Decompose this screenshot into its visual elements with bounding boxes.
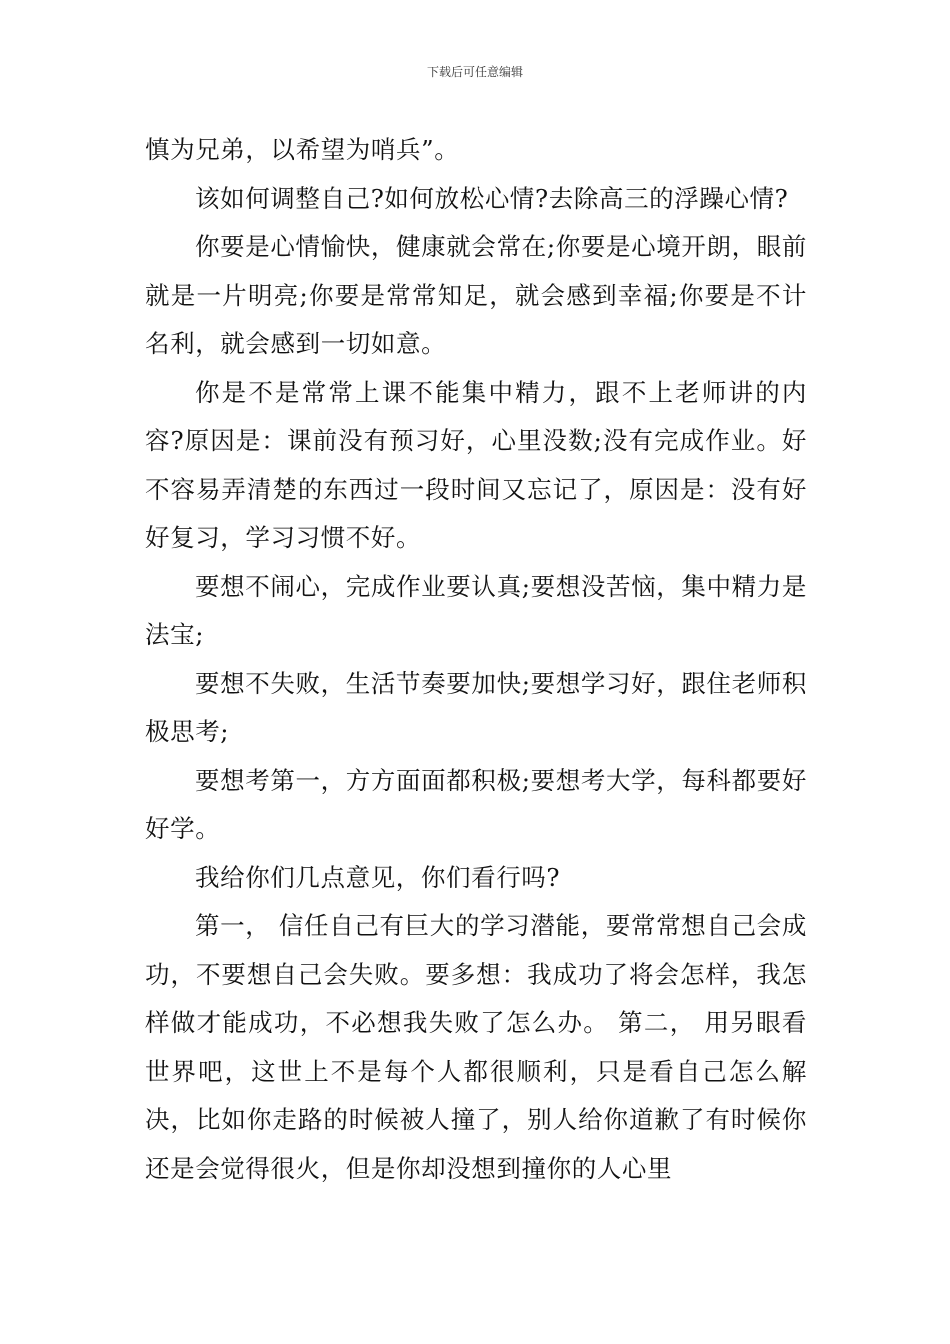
paragraph-5: 要想不闹心，完成作业要认真;要想没苦恼，集中精力是法宝;	[145, 571, 807, 649]
paragraph-6: 要想不失败，生活节奏要加快;要想学习好，跟住老师积极思考;	[145, 668, 807, 746]
paragraph-1: 慎为兄弟，以希望为哨兵”。	[145, 135, 460, 164]
paragraph-7: 要想考第一，方方面面都积极;要想考大学，每科都要好好学。	[145, 765, 807, 843]
paragraph-2: 该如何调整自己?如何放松心情?去除高三的浮躁心情?	[195, 183, 789, 213]
paragraph-3: 你要是心情愉快，健康就会常在;你要是心境开朗，眼前就是一片明亮;你要是常常知足，就会感到幸福;你要是不计名利，就会感到一切如意。	[145, 232, 807, 358]
document-body	[145, 126, 807, 1193]
paragraph-9: 第一， 信任自己有巨大的学习潜能，要常常想自己会成功，不要想自己会失败。要多想：我成功了将会怎样，我怎样做才能成功，不必想我失败了怎么办。 第二， 用另眼看世界吧，这世上不是每个人都很顺利，只是看自己怎么解决，比如你走路的时候被人撞了，别人给你道歉了有时候你还是会觉得很火，但是你却没想到撞你的人心里	[145, 911, 807, 1183]
paragraph-4: 你是不是常常上课不能集中精力，跟不上老师讲的内容?原因是：课前没有预习好，心里没数;没有完成作业。好不容易弄清楚的东西过一段时间又忘记了，原因是：没有好好复习，学习习惯不好。	[145, 377, 807, 552]
page-header: 下载后可任意编辑	[426, 65, 523, 79]
paragraph-8: 我给你们几点意见，你们看行吗?	[195, 862, 561, 892]
